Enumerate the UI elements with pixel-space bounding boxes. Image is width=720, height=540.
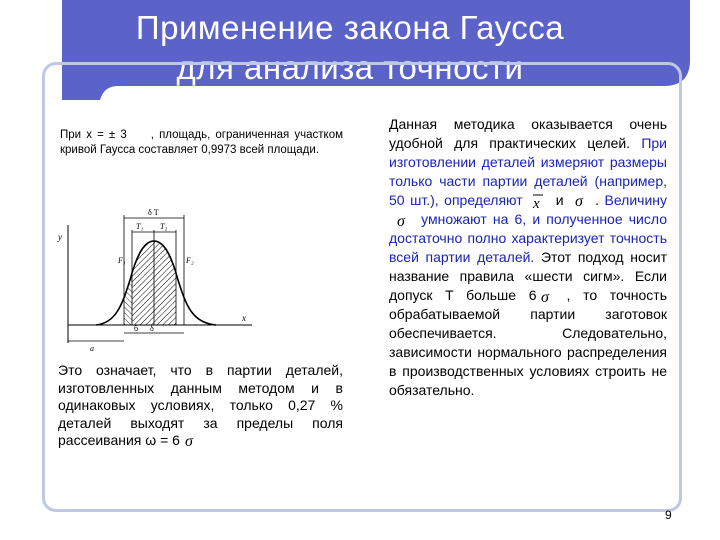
label-b: б (134, 324, 139, 333)
y-label: y (58, 232, 62, 242)
svg-text:x: x (533, 196, 540, 211)
label-a: a (90, 344, 94, 353)
label-T2: T₂ (160, 222, 168, 231)
left-bottom-paragraph (58, 362, 343, 450)
title-line-2: для анализа точности (176, 49, 524, 86)
sigma-icon (537, 289, 567, 305)
label-dT: δ T (148, 208, 159, 217)
highlighted-text: При изготовлении деталей измеряют размеры только части партии деталей (например, 50 шт.), определяют (389, 135, 667, 208)
svg-text:σ: σ (397, 212, 405, 229)
text-fragment: 6 (528, 287, 537, 304)
hatched-area-left (124, 275, 132, 325)
paragraph-text: Это означает, что в партии деталей, изготовленных данным методом и в одинаковых условиях, только 0,27 % деталей выходят за пределы поля рассеивания ω = 6 (58, 362, 343, 448)
sigma-icon (184, 433, 206, 449)
gauss-curve-figure (56, 205, 256, 355)
page-number: 9 (665, 508, 672, 522)
title-line-1: Применение закона Гаусса (135, 9, 565, 46)
text-fragment: и (555, 192, 564, 208)
label-delta: δ (150, 324, 154, 333)
paragraph-text: Данная методика оказывается очень удобной для практических целей. (389, 116, 667, 151)
right-paragraph (389, 115, 667, 400)
highlighted-text: Величину (604, 192, 667, 208)
sigma-icon (389, 213, 415, 229)
svg-text:σ: σ (184, 433, 193, 450)
label-F2: F₂ (186, 256, 194, 265)
x-label: x (242, 313, 246, 323)
label-F1: F₁ (118, 256, 126, 265)
gauss-curve-svg (56, 205, 256, 355)
text-fragment: , площадь, ограниченная участком кривой Гаусса составляет 0,9973 всей площади. (60, 129, 344, 156)
svg-text:σ: σ (540, 288, 549, 305)
formula-fragment: x = ± 3 (86, 129, 127, 141)
highlighted-text: умножают на 6, и полученное число достаточно полно характеризует точность всей партии деталей. (389, 211, 667, 266)
paragraph-text: Этот подход носит название правила «шести сигм». Если допуск T больше (389, 249, 667, 304)
x-bar-icon (528, 192, 550, 210)
left-top-paragraph (60, 128, 343, 158)
text-fragment: При (60, 129, 87, 141)
paragraph-text: , то точность обрабатываемой партии заготовок обеспечивается. Следовательно, зависимости нормального распределения в производственных условиях строить не обязательно. (389, 287, 668, 399)
svg-text:σ: σ (575, 193, 583, 210)
sigma-icon (569, 193, 595, 209)
text-fragment: . (595, 192, 599, 208)
label-T1: T₁ (136, 222, 144, 231)
